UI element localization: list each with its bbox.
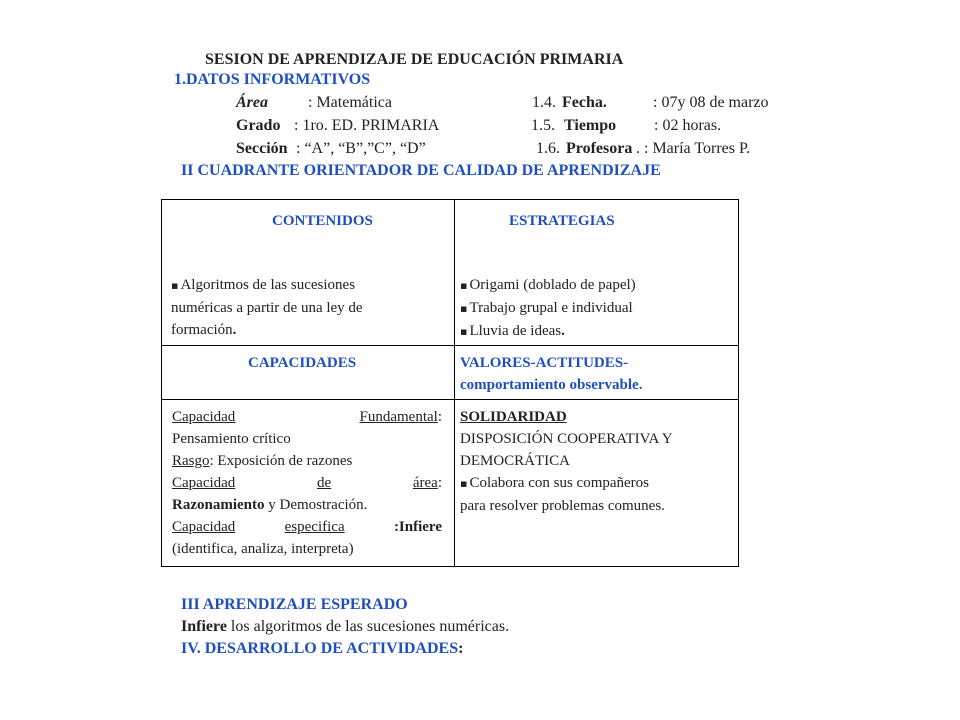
section-datos-heading: 1.DATOS INFORMATIVOS bbox=[174, 71, 371, 88]
capacidad-especifica-detail: (identifica, analiza, interpreta) bbox=[172, 541, 354, 557]
table-divider-vertical bbox=[454, 200, 455, 566]
profesora-number: 1.6. bbox=[536, 140, 560, 157]
valor-line: para resolver problemas comunes. bbox=[460, 498, 665, 514]
profesora-label: Profesora bbox=[566, 140, 633, 157]
capacidad-fundamental-label: Capacidad Fundamental: bbox=[172, 409, 442, 425]
area-label: Área bbox=[236, 94, 268, 111]
contenidos-cell bbox=[171, 274, 363, 341]
section-cuadrante-heading: II CUADRANTE ORIENTADOR DE CALIDAD DE APRENDIZAJE bbox=[181, 162, 661, 179]
valores-cell bbox=[460, 406, 673, 517]
contenido-line: formación. bbox=[171, 322, 237, 338]
page-title: SESION DE APRENDIZAJE DE EDUCACIÓN PRIMARIA bbox=[205, 51, 624, 68]
contenido-item: ▪ Algoritmos de las sucesiones bbox=[171, 274, 363, 297]
table-divider-row1 bbox=[162, 345, 738, 346]
fecha-label: Fecha. bbox=[562, 94, 607, 111]
capacidad-area-label: Capacidad de área: bbox=[172, 475, 442, 491]
cuadrante-table bbox=[161, 199, 739, 567]
estrategia-item: ▪ Trabajo grupal e individual bbox=[460, 297, 636, 320]
valor-line: DISPOSICIÓN COOPERATIVA Y bbox=[460, 431, 673, 447]
tiempo-value: : 02 horas. bbox=[654, 117, 722, 134]
capacidades-cell bbox=[172, 406, 442, 560]
tiempo-number: 1.5. bbox=[531, 117, 555, 134]
fecha-value: : 07y 08 de marzo bbox=[653, 94, 769, 111]
valores-header: VALORES-ACTITUDES- comportamiento observable. bbox=[460, 355, 643, 393]
seccion-label: Sección bbox=[236, 140, 288, 157]
table-divider-row2 bbox=[162, 399, 738, 400]
valor-item: ▪ Colabora con sus compañeros bbox=[460, 472, 673, 495]
grado-value: : 1ro. ED. PRIMARIA bbox=[294, 117, 440, 134]
aprendizaje-esperado-text: Infiere los algoritmos de las sucesiones numéricas. bbox=[181, 618, 510, 635]
rasgo-line: Rasgo: Exposición de razones bbox=[172, 453, 353, 469]
section-aprendizaje-heading: III APRENDIZAJE ESPERADO bbox=[181, 596, 408, 613]
capacidad-especifica-label: Capacidad especifica :Infiere bbox=[172, 519, 442, 535]
valor-title: SOLIDARIDAD bbox=[460, 409, 567, 425]
valor-line: DEMOCRÁTICA bbox=[460, 453, 571, 469]
estrategia-item: ▪ Origami (doblado de papel) bbox=[460, 274, 636, 297]
contenidos-header: CONTENIDOS bbox=[272, 213, 373, 229]
fecha-number: 1.4. bbox=[532, 94, 556, 111]
capacidad-fundamental-value: Pensamiento crítico bbox=[172, 431, 291, 447]
seccion-value: : “A”, “B”,”C”, “D” bbox=[296, 140, 426, 157]
estrategias-cell bbox=[460, 274, 636, 343]
capacidades-header: CAPACIDADES bbox=[248, 355, 357, 371]
capacidad-area-value: Razonamiento y Demostración. bbox=[172, 497, 368, 513]
contenido-line: numéricas a partir de una ley de bbox=[171, 300, 363, 316]
grado-label: Grado bbox=[236, 117, 281, 134]
area-value: : Matemática bbox=[308, 94, 392, 111]
estrategia-item: ▪ Lluvia de ideas. bbox=[460, 320, 636, 343]
tiempo-label: Tiempo bbox=[564, 117, 617, 134]
profesora-value: . : María Torres P. bbox=[636, 140, 751, 157]
section-desarrollo-heading: IV. DESARROLLO DE ACTIVIDADES: bbox=[181, 640, 464, 657]
estrategias-header: ESTRATEGIAS bbox=[509, 213, 615, 229]
